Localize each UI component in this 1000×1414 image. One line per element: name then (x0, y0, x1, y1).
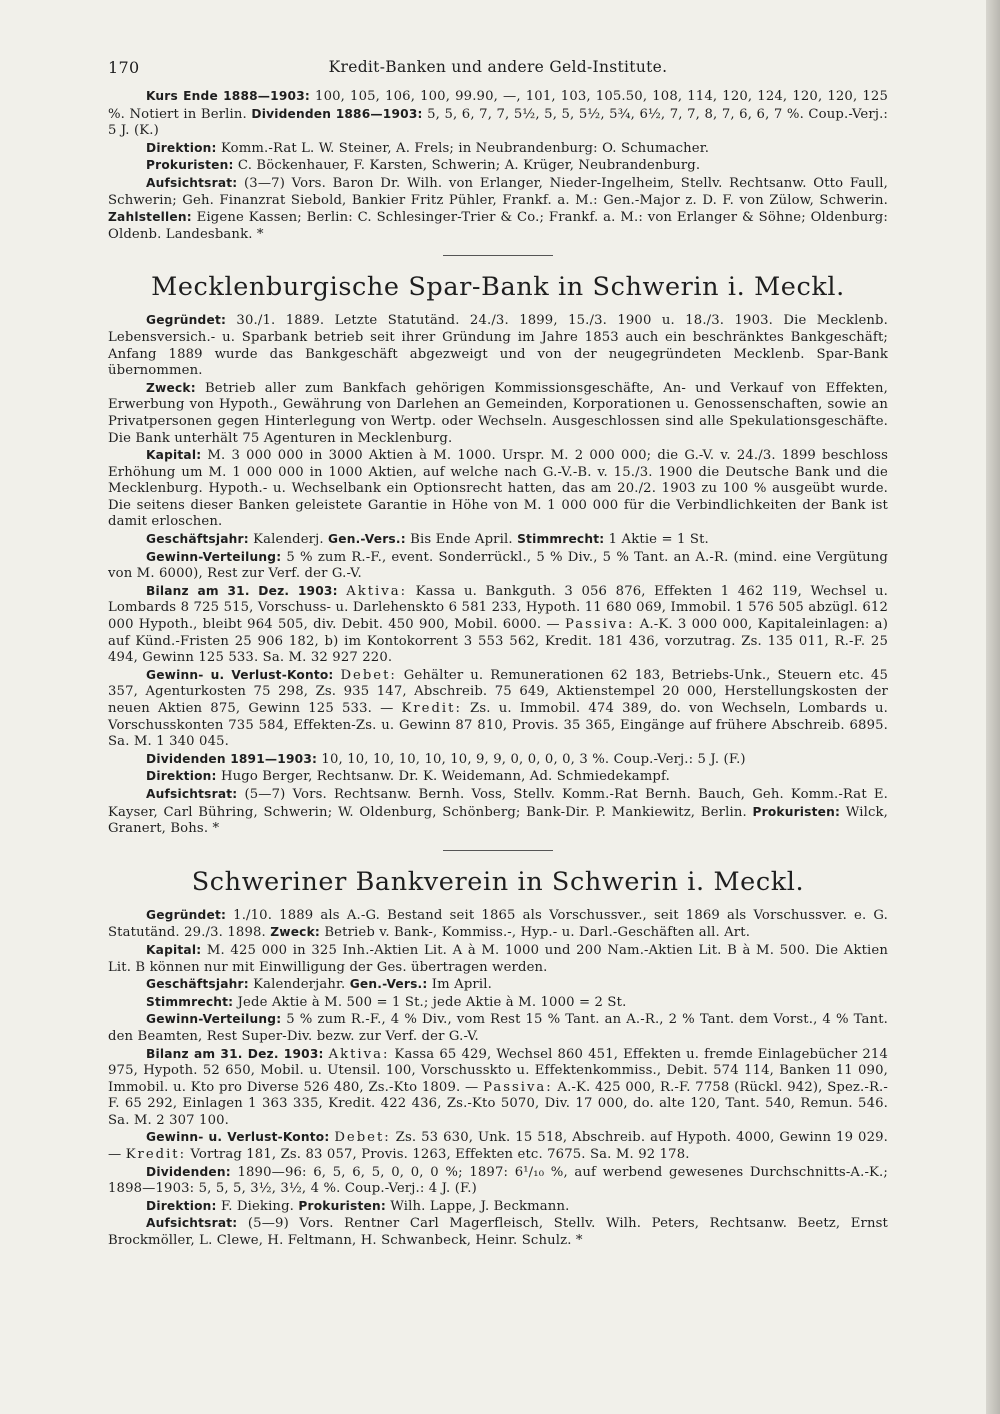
dividenden-paragraph (108, 1164, 888, 1198)
geschaeftsjahr-paragraph (108, 531, 888, 549)
gegruendet-label: Gegründet: (146, 313, 227, 328)
bilanz-label: Bilanz am 31. Dez. 1903: (146, 1046, 324, 1061)
geschaeftsjahr-text: Kalenderjahr. (248, 977, 350, 993)
zweck-text: Betrieb aller zum Bankfach gehörigen Kommissionsgeschäfte, An- und Verkauf von Effekten, Erwerbung von Hypoth., Gewährung von Darlehen an Gemeinden, Korporationen u. Genossenschaften, sowie an Privatpersonen gegen Hinterlegung von Wertp. oder Wechseln. Ausgeschlossen sind alle Spekulationsgeschäfte. Die Bank unterhält 75 Agenturen in Mecklenburg. (108, 380, 888, 446)
aufsichtsrat-label: Aufsichtsrat: (146, 175, 238, 190)
gewinn-verteilung-paragraph (108, 549, 888, 583)
bilanz-paragraph (108, 583, 888, 667)
guv-debet-text: Zs. 53 630, Unk. 15 518, Abschreib. auf Hypoth. 4000, Gewinn 19 029. — (108, 1130, 889, 1163)
geschaeftsjahr-label: Geschäftsjahr: (146, 532, 249, 547)
stimmrecht-paragraph (108, 994, 888, 1012)
aufsichtsrat-text: (5—7) Vors. Rechtsanw. Bernh. Voss, Stellv. Komm.-Rat Bernh. Bauch, Geh. Komm.-Rat E. Kayser, Carl Bühring, Schwerin; W. Oldenburg, Schönberg; Bank-Dir. P. Mankiewitz, Berlin. (108, 786, 888, 820)
zahlstellen-text: Eigene Kassen; Berlin: C. Schlesinger-Trier & Co.; Frankf. a. M.: von Erlanger & Söhne; Oldenburg: Oldenb. Landesbank. * (108, 210, 888, 242)
gegruendet-label: Gegründet: (146, 907, 227, 922)
direktion-label: Direktion: (146, 769, 217, 784)
direktion-text: Komm.-Rat L. W. Steiner, A. Frels; in Neubrandenburg: O. Schumacher. (216, 140, 710, 156)
direktion-label: Direktion: (146, 140, 217, 155)
direktion-label: Direktion: (146, 1198, 217, 1213)
zweck-label: Zweck: (270, 925, 320, 940)
scan-edge (986, 0, 1000, 1414)
bilanz-aktiva-text: Kassa 65 429, Wechsel 860 451, Effekten u. fremde Einlagebücher 214 975, Hypoth. 52 650, Mobil. u. Utensil. 100, Vorschusskto u. Effektenkommiss., Debit. 574 114, Banken 11 090, Immobil. u. Kto pro Diverse 526 480, Zs.-Kto 1809. — (108, 1046, 888, 1095)
direktion-paragraph (108, 140, 888, 158)
gegruendet-paragraph (108, 312, 888, 379)
gewinn-verteilung-label: Gewinn-Verteilung: (146, 549, 282, 564)
guv-paragraph (108, 1129, 888, 1163)
direktion-paragraph (108, 1198, 888, 1216)
dividenden-label: Dividenden 1886—1903: (251, 106, 423, 121)
zweck-paragraph (108, 380, 888, 447)
aktiva-word: Aktiva: (328, 1046, 390, 1062)
bilanz-passiva-text: A.-K. 425 000, R.-F. 7758 (Rückl. 942), Spez.-R.-F. 65 292, Einlagen 1 363 335, Kredit. 422 436, Zs.-Kto 5070, Div. 17 000, do. alte 120, Tant. 540, Remun. 546. Sa. M. 2 307 100. (108, 1079, 888, 1128)
zweck-text: Betrieb v. Bank-, Kommiss.-, Hyp.- u. Darl.-Geschäften all. Art. (319, 925, 751, 941)
genvers-text: Im April. (427, 977, 492, 993)
direktion-paragraph (108, 768, 888, 786)
bilanz-label: Bilanz am 31. Dez. 1903: (146, 583, 338, 598)
prokuristen-text: Wilck, Granert, Bohs. * (108, 804, 888, 837)
gewinn-verteilung-label: Gewinn-Verteilung: (146, 1012, 282, 1027)
passiva-word: Passiva: (564, 617, 635, 633)
gewinn-verteilung-paragraph (108, 1011, 888, 1045)
geschaeftsjahr-label: Geschäftsjahr: (146, 977, 249, 992)
geschaeftsjahr-text: Kalenderj. (248, 532, 329, 548)
section-divider (443, 255, 553, 256)
aufsichtsrat-text: (3—7) Vors. Baron Dr. Wilh. von Erlanger, Nieder-Ingelheim, Stellv. Rechtsanw. Otto Faull, Schwerin; Geh. Finanzrat Siebold, Bankier Fritz Pühler, Frankf. a. M.: Gen.-Major z. D. F. von Zülow, Schwerin. (108, 175, 888, 208)
running-title: Kredit-Banken und andere Geld-Institute. (328, 58, 668, 76)
gewinn-verteilung-text: 5 % zum R.-F., 4 % Div., vom Rest 15 % Tant. an A.-R., 2 % Tant. dem Vorst., 4 % Tant. den Beamten, Rest Super-Div. bezw. zur Verf. der G.-V. (108, 1012, 888, 1044)
debet-word: Debet: (340, 667, 397, 683)
dividenden-paragraph (108, 751, 888, 769)
dividenden-label: Dividenden 1891—1903: (146, 751, 318, 766)
kredit-word: Kredit: (401, 701, 462, 716)
stimmrecht-label: Stimmrecht: (517, 532, 605, 547)
direktion-text: Hugo Berger, Rechtsanw. Dr. K. Weidemann, Ad. Schmiedekampf. (216, 769, 670, 785)
genvers-text: Bis Ende April. (405, 532, 518, 548)
kurs-label: Kurs Ende 1888—1903: (146, 89, 310, 103)
prokuristen-label: Prokuristen: (298, 1198, 386, 1213)
dividenden-text: 5, 5, 6, 7, 7, 5½, 5, 5, 5½, 5¾, 6½, 7, 7, 8, 7, 6, 6, 7 %. Coup.-Verj.: 5 J. (K.) (108, 106, 889, 139)
kapital-paragraph (108, 447, 888, 531)
page-number: 170 (108, 58, 140, 77)
stimmrecht-label: Stimmrecht: (146, 994, 234, 1009)
aufsichtsrat-paragraph (108, 175, 888, 243)
prokuristen-text: C. Böckenhauer, F. Karsten, Schwerin; A. Krüger, Neubrandenburg. (233, 158, 701, 174)
bank-entry-schweriner-bankverein (108, 867, 888, 1250)
aufsichtsrat-label: Aufsichtsrat: (146, 1216, 238, 1231)
stimmrecht-text: 1 Aktie = 1 St. (604, 532, 709, 548)
prokuristen-label: Prokuristen: (146, 158, 234, 173)
gegruendet-text: 1./10. 1889 als A.-G. Bestand seit 1865 als Vorschussver., seit 1869 als Vorschussver. e. G. Statutänd. 29./3. 1898. (108, 907, 888, 941)
aufsichtsrat-label: Aufsichtsrat: (146, 786, 238, 801)
running-head (108, 58, 888, 88)
kurs-text: 100, 105, 106, 100, 99.90, —, 101, 103, 105.50, 108, 114, 120, 124, 120, 120, 125 %. Notiert in Berlin. (108, 89, 888, 122)
bilanz-aktiva-text: Kassa u. Bankguth. 3 056 876, Effekten 1 462 119, Wechsel u. Lombards 8 725 515, Vorschuss- u. Darlehenskto 6 581 233, Hypoth. 11 680 069, Immobil. 1 576 505 abzügl. 612 000 Hypoth., bleibt 964 505, div. Debit. 450 900, Mobil. 6000. — (108, 583, 889, 633)
guv-debet-text: Gehälter u. Remunerationen 62 183, Betriebs-Unk., Steuern etc. 45 357, Agenturkosten 75 298, Zs. 935 147, Abschreib. 75 649, Aktienstempel 20 000, Herstellungskosten der neuen Aktien 875, Gewinn 125 533. — (108, 667, 888, 716)
bank-entry-mecklenburgische-spar-bank (108, 272, 888, 837)
bank-title: Schweriner Bankverein in Schwerin i. Meckl. (191, 866, 805, 897)
page (108, 58, 888, 1250)
aufsichtsrat-paragraph (108, 1215, 888, 1249)
bank-title: Mecklenburgische Spar-Bank in Schwerin i. Meckl. (151, 272, 845, 303)
kapital-paragraph (108, 942, 888, 976)
kapital-label: Kapital: (146, 942, 202, 957)
dividenden-text: 10, 10, 10, 10, 10, 10, 9, 9, 0, 0, 0, 0, 3 %. Coup.-Verj.: 5 J. (F.) (317, 751, 746, 767)
kapital-text: M. 425 000 in 325 Inh.-Aktien Lit. A à M. 1000 und 200 Nam.-Aktien Lit. B à M. 500. Die Aktien Lit. B können nur mit Einwilligung der Ges. übertragen werden. (108, 942, 888, 975)
passiva-word: Passiva: (483, 1079, 553, 1095)
aufsichtsrat-paragraph (108, 786, 888, 838)
bilanz-passiva-text: A.-K. 3 000 000, Kapitaleinlagen: a) auf Künd.-Fristen 25 906 182, b) im Kontokorrent 3 553 562, Kredit. 181 436, vorzutrag. Zs. 135 011, R.-F. 25 494, Gewinn 125 533. Sa. M. 32 927 220. (108, 617, 888, 666)
stimmrecht-text: Jede Aktie à M. 500 = 1 St.; jede Aktie à M. 1000 = 2 St. (233, 994, 627, 1010)
gewinn-verteilung-text: 5 % zum R.-F., event. Sonderrückl., 5 % Div., 5 % Tant. an A.-R. (mind. eine Vergütung von M. 6000), Rest zur Verf. der G.-V. (108, 549, 888, 582)
prokuristen-paragraph (108, 157, 888, 175)
previous-entry (108, 88, 888, 243)
gegruendet-text: 30./1. 1889. Letzte Statutänd. 24./3. 1899, 15./3. 1900 u. 18./3. 1903. Die Mecklenb. Lebensversich.- u. Sparbank betrieb seit ihrer Gründung im Jahre 1853 auch ein beschränktes Bankgeschäft; Anfang 1889 wurde das Bankgeschäft abgezweigt und von der neugegründeten Mecklenb. Spar-Bank übernommen. (108, 313, 888, 379)
zweck-label: Zweck: (146, 380, 196, 395)
kurs-paragraph (108, 88, 888, 140)
genvers-label: Gen.-Vers.: (349, 977, 428, 992)
genvers-label: Gen.-Vers.: (328, 532, 406, 547)
kredit-word: Kredit: (125, 1147, 187, 1163)
guv-label: Gewinn- u. Verlust-Konto: (146, 667, 334, 682)
guv-label: Gewinn- u. Verlust-Konto: (146, 1130, 330, 1145)
prokuristen-label: Prokuristen: (752, 804, 841, 819)
bilanz-paragraph (108, 1046, 888, 1130)
debet-word: Debet: (334, 1130, 391, 1146)
aufsichtsrat-text: (5—9) Vors. Rentner Carl Magerfleisch, Stellv. Wilh. Peters, Rechtsanw. Beetz, Ernst Brockmöller, L. Clewe, H. Feltmann, H. Schwanbeck, Heinr. Schulz. * (108, 1216, 888, 1249)
kapital-label: Kapital: (146, 448, 202, 463)
guv-kredit-text: Zs. u. Immobil. 474 389, do. von Wechseln, Lombards u. Vorschusskonten 735 584, Effekten-Zs. u. Gewinn 87 810, Provis. 35 365, Eingänge auf frühere Abschreib. 6895. Sa. M. 1 340 045. (108, 701, 888, 750)
direktion-text: F. Dieking. (216, 1198, 299, 1214)
section-divider (443, 850, 553, 851)
zahlstellen-label: Zahlstellen: (108, 210, 192, 225)
guv-paragraph (108, 667, 888, 751)
guv-kredit-text: Vortrag 181, Zs. 83 057, Provis. 1263, Effekten etc. 7675. Sa. M. 92 178. (186, 1147, 690, 1163)
geschaeftsjahr-paragraph (108, 976, 888, 994)
dividenden-label: Dividenden: (146, 1164, 231, 1179)
dividenden-text: 1890—96: 6, 5, 6, 5, 0, 0, 0 %; 1897: 6¹/₁₀ %, auf werbend gewesenes Durchschnitts-A.-K.; 1898—1903: 5, 5, 5, 3½, 3½, 4 %. Coup.-Verj.: 4 J. (F.) (108, 1164, 888, 1197)
gegruendet-paragraph (108, 907, 888, 942)
prokuristen-text: Wilh. Lappe, J. Beckmann. (385, 1198, 570, 1214)
aktiva-word: Aktiva: (346, 583, 408, 599)
kapital-text: M. 3 000 000 in 3000 Aktien à M. 1000. Urspr. M. 2 000 000; die G.-V. v. 24./3. 1899 beschloss Erhöhung um M. 1 000 000 in 1000 Aktien, auf welche nach G.-V.-B. v. 15./3. 1900 die Deutsche Bank und die Mecklenburg. Hypoth.- u. Wechselbank ein Optionsrecht hatten, das am 20./2. 1903 zu 100 % ausgeübt wurde. Die seitens dieser Banken geleistete Garantie in Höhe von M. 1 000 000 für die Verbindlichkeiten der Bank ist damit erloschen. (108, 448, 888, 530)
